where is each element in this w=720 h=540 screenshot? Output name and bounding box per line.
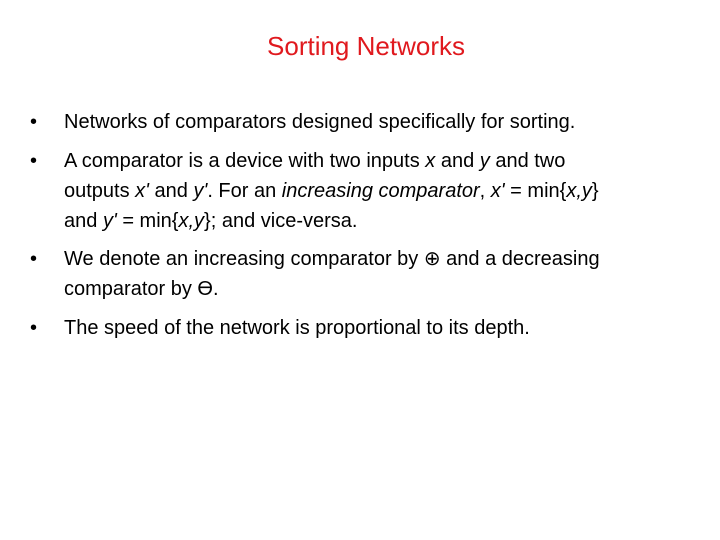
math-var: y' bbox=[102, 210, 117, 232]
text-run: } bbox=[591, 180, 599, 202]
bullet-line bbox=[64, 313, 700, 343]
bullet-line bbox=[64, 107, 700, 137]
bullet-marker: • bbox=[30, 111, 38, 133]
math-var: x bbox=[425, 150, 436, 172]
text-run: and bbox=[64, 210, 103, 232]
bullet-line bbox=[64, 176, 700, 206]
emphasis-term: increasing comparator bbox=[281, 180, 480, 202]
text-run: , bbox=[479, 180, 491, 202]
math-var: x,y bbox=[566, 180, 592, 202]
bullet-text bbox=[64, 107, 700, 137]
math-var: y' bbox=[193, 180, 208, 202]
text-run: . For an bbox=[207, 180, 282, 202]
math-var: x,y bbox=[178, 210, 205, 232]
increasing-comparator-symbol-icon: ⊕ bbox=[423, 248, 441, 270]
text-run: The speed of the network is proportional to its depth. bbox=[64, 317, 530, 339]
text-run: . bbox=[212, 278, 219, 300]
text-run: comparator by bbox=[64, 278, 198, 300]
text-run: and bbox=[149, 180, 194, 202]
text-run: and two bbox=[489, 150, 566, 172]
bullet-text bbox=[64, 244, 700, 304]
bullet-marker: • bbox=[30, 248, 38, 270]
bullet-marker: • bbox=[30, 317, 38, 339]
math-var: x' bbox=[490, 180, 505, 202]
text-run: Networks of comparators designed specifically for sorting. bbox=[64, 111, 576, 133]
math-var: x' bbox=[135, 180, 149, 202]
bullet-marker: • bbox=[30, 150, 38, 172]
math-var: y bbox=[479, 150, 490, 172]
bullet-text bbox=[64, 313, 700, 343]
bullet-line bbox=[64, 274, 700, 304]
bullet-line bbox=[64, 244, 700, 274]
slide-title: Sorting Networks bbox=[267, 31, 465, 61]
text-run: outputs bbox=[64, 180, 136, 202]
text-run: A comparator is a device with two inputs bbox=[64, 150, 426, 172]
text-run: and bbox=[435, 150, 480, 172]
text-run: = min{ bbox=[504, 180, 567, 202]
text-run: and a decreasing bbox=[440, 248, 600, 270]
decreasing-comparator-symbol-icon: Ө bbox=[197, 278, 213, 300]
bullet-line bbox=[64, 206, 700, 236]
text-run: We denote an increasing comparator by bbox=[64, 248, 424, 270]
text-run: }; and vice-versa. bbox=[204, 210, 358, 232]
bullet-text bbox=[64, 146, 700, 236]
bullet-line bbox=[64, 146, 700, 176]
text-run: = min{ bbox=[116, 210, 179, 232]
